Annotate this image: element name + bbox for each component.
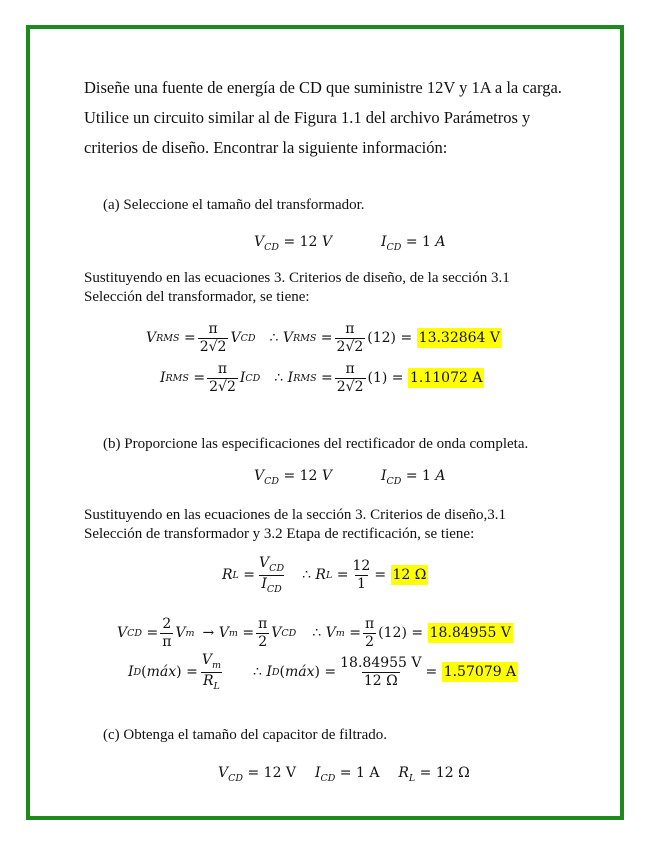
rl-numerator: 12 bbox=[352, 558, 371, 575]
irms-equation: I RMS = $\frac{\pi}{2√2}$ I CD ∴ I RMS = $\frac{\pi}{2√2}$ (1) = 1.11072 A bbox=[160, 361, 483, 395]
vrms-equation: V RMS = $\frac{\pi}{2√2}$ V CD ∴ V RMS = $\frac{\pi}{2√2}$ (12) = 13.32864 V bbox=[146, 321, 501, 355]
intro-line-1: Diseñe una fuente de energía de CD que suministre 12V y 1A a la carga. bbox=[84, 78, 562, 97]
c-icd: 1 A bbox=[356, 765, 380, 781]
vm-equation: V CD = $\frac{2}{\pi}$ V m → V m = $\frac{\pi}{2}$ V CD ∴ V m = $\frac{\pi}{2}$ (12) = 18.84955 V bbox=[117, 616, 511, 650]
rl-equation: R L = $\frac{V_{CD}}{I_{CD}}$ ∴ R L = $\frac{12}{1}$ = 12 Ω bbox=[222, 555, 427, 595]
given-b: $V_{CD} = 12$ V $I_{CD} = 1$ A bbox=[254, 468, 446, 487]
c-vcd: 12 V bbox=[263, 765, 297, 781]
section-b-text-1: Sustituyendo en las ecuaciones de la sección 3. Criterios de diseño,3.1 bbox=[84, 507, 506, 523]
section-b-heading: (b) Proporcione las especificaciones del rectificador de onda completa. bbox=[103, 436, 529, 452]
rl-result: 12 Ω bbox=[392, 567, 427, 584]
section-c-heading: (c) Obtenga el tamaño del capacitor de filtrado. bbox=[103, 727, 388, 743]
id-denominator: 12 Ω bbox=[363, 672, 398, 689]
section-a-text-2: Selección del transformador, se tiene: bbox=[84, 289, 310, 305]
section-b-text-2: Selección de transformador y 3.2 Etapa de rectificación, se tiene: bbox=[84, 526, 475, 542]
vm-result: 18.84955 V bbox=[429, 625, 511, 642]
vrms-result: 13.32864 V bbox=[418, 330, 501, 347]
intro-line-2: Utilice un circuito similar al de Figura 1.1 del archivo Parámetros y bbox=[84, 108, 531, 127]
irms-result: 1.11072 A bbox=[409, 370, 483, 387]
id-max-equation: I D ( máx ) = $\frac{V_m}{R_L}$ ∴ I D ( máx ) = $\frac{18.84955 V}{12 \Omega}$ = 1.57079 A bbox=[128, 652, 517, 692]
section-a-text-1: Sustituyendo en las ecuaciones 3. Criterios de diseño, de la sección 3.1 bbox=[84, 270, 510, 286]
section-a-heading: (a) Seleccione el tamaño del transformador. bbox=[103, 197, 365, 213]
intro-line-3: criterios de diseño. Encontrar la siguiente información: bbox=[84, 138, 448, 157]
c-rl: 12 Ω bbox=[435, 765, 470, 781]
id-numerator: 18.84955 V bbox=[340, 655, 422, 672]
id-result: 1.57079 A bbox=[443, 664, 517, 681]
given-c: $V_{CD} = 12$ V $I_{CD} = 1$ A $R_L = 12$ Ω bbox=[218, 765, 470, 784]
vm-argument: (12) bbox=[378, 625, 407, 642]
rl-denominator: 1 bbox=[356, 575, 366, 592]
given-a: $V_{CD} = 12$ V $I_{CD} = 1$ A bbox=[254, 234, 446, 253]
